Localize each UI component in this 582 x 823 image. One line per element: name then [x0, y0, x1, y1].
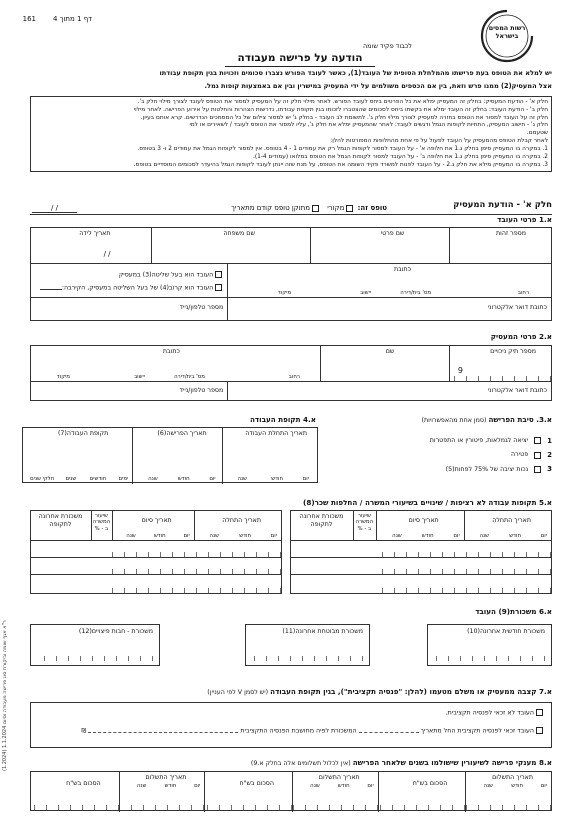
original-checkbox[interactable]: [346, 205, 353, 212]
a5l-start-day: יום: [270, 532, 277, 539]
a5r-end-label: תאריך סיום: [408, 517, 439, 524]
employer-street-label: רחוב: [288, 373, 300, 380]
pension-start-date-input[interactable]: [359, 732, 419, 733]
a5r-row-1[interactable]: [291, 541, 551, 558]
controlling-label: העובד הוא בעל שליטה(3) במעסיק: [118, 271, 214, 279]
a5r-row-3[interactable]: [291, 575, 551, 593]
pension-option-1[interactable]: [37, 709, 545, 717]
to-clerk: לכבוד פקיד שומה: [362, 42, 412, 50]
form-type: [231, 204, 387, 212]
work-period-box: [22, 427, 318, 483]
a8-amount-1[interactable]: [378, 772, 466, 812]
id-field[interactable]: [449, 228, 551, 263]
address-label: כתובת: [394, 266, 411, 273]
a8-amount-1-label: הסכום בש"ח: [412, 780, 448, 787]
id-label: מספר זהות: [496, 230, 526, 237]
a8-date-1[interactable]: [465, 772, 551, 812]
pension-no-label: העובד לא זכאי לפנסיה תקציבית.: [445, 709, 534, 717]
side-footer-text: ר"א אגף שומה וביקורת סוג פרישה מעבודה וסיום 1.1.2024 (1.2024): [2, 620, 8, 771]
pension-no-checkbox[interactable]: [536, 709, 543, 716]
a8-date-1-label: תאריך התשלום: [492, 774, 533, 781]
a8-d3-day: יום: [194, 783, 201, 789]
instr-part-c: חלק ג' - חישוב המעסיק, התחיות לקופות הגמל ודגשים לעובד: לאחר שהמעסיק ימלא את חלק ג', עליו למסור את הטופס לעובד / לשאירים או למי: [189, 122, 548, 129]
a5r-pct-label: שיעור המשרה ב - %: [355, 513, 374, 532]
start-date-field[interactable]: [222, 428, 317, 484]
address-field[interactable]: [227, 264, 551, 297]
a5r-start-day: יום: [540, 532, 547, 539]
a5r-end-year: שנה: [392, 532, 402, 539]
a5r-salary-label: משכורת אחרונה לתקופה: [299, 513, 344, 528]
a4-end-day: יום: [209, 475, 216, 482]
a8-date-3[interactable]: [119, 772, 205, 812]
first-name-field[interactable]: [310, 228, 449, 263]
a8-d1-month: חודש: [511, 783, 523, 789]
a8-d2-day: יום: [367, 783, 374, 789]
amended-label: מתוקן טופס קודם מתאריך: [231, 204, 310, 212]
street-label: רחוב: [517, 289, 529, 296]
sec-a8-note: (אין לכלול תשלומים אלה בחלק א.9): [250, 760, 351, 767]
start-date-label: תאריך התחלת העבודה: [245, 430, 307, 437]
form-type-label: טופס זה:: [357, 204, 387, 212]
reason-1-label: יציאה לגמלאות, פיטורין או התפטרות: [429, 437, 529, 445]
end-date-label: תאריך הפרישה(6): [157, 430, 207, 437]
instr-part-b: חלק ב' - הודעת העובד: בחלק זה העובד ימלא את בקשתו ביחס לסכומים שהצטברו לזכותו בגין תקופת עבודתו, נדרשות הצהרות והחלטות על אירוע הפרישה. לאחר מילוי: [133, 106, 548, 113]
instr-part-b-cont: חלק זה על העובד למסור את הטופס בחזרה למעסיק לצורך מילוי חלק ג'. לתשומת לב העובד - בחלק ג' יש למסור צילום של כל המסמכים הנדרשים. קרא אותם בעיון.: [140, 114, 548, 121]
reason-2-num: 2: [547, 451, 552, 460]
sec-a1-title: א.1 פרטי העובד: [497, 215, 552, 224]
instr-part-a: חלק א' - הודעת המעסיק: בחלק זה המעסיק ימלא את כל הפרטים ביחס לעובד הפורש. לאחר מילוי חלק זה על המעסיק למסור את הטופס לעובד לצורך מילוי חלק ב'.: [137, 99, 548, 105]
sec-a2-title: א.2 פרטי המעסיק: [490, 332, 552, 341]
a5l-end-day: יום: [183, 532, 190, 539]
period-field[interactable]: [23, 428, 132, 484]
a5l-row-3[interactable]: [31, 575, 281, 593]
a6-salary-row: [30, 624, 552, 666]
sec-a3-title: א.3. סיבת הפרישה: [488, 415, 552, 424]
employer-address-label: כתובת: [162, 348, 180, 355]
reason-disability[interactable]: [332, 465, 552, 473]
relation-input[interactable]: [40, 289, 62, 290]
reason-2-checkbox[interactable]: [534, 452, 541, 459]
a8-date-2-label: תאריך התשלום: [318, 774, 360, 781]
controlling-checkbox[interactable]: [215, 271, 222, 278]
form-title: הודעה על פרישה מעבודה: [237, 52, 363, 64]
period-label: תקופת העבודה(7): [57, 430, 109, 437]
pension-yes-checkbox[interactable]: [536, 727, 543, 734]
employer-phone-label: מספר טלפון/נייד: [179, 387, 224, 394]
employer-name-label: שם: [385, 348, 395, 355]
form-number: [23, 15, 36, 23]
a8-d3-month: חודש: [164, 783, 177, 789]
original-label: מקורי: [327, 204, 345, 212]
period-years: שנים: [65, 475, 77, 482]
reason-death[interactable]: [332, 451, 552, 459]
a4-start-year: שנה: [237, 475, 247, 482]
period-partial: חלקי שנים: [30, 475, 55, 482]
a5r-start-month: חודש: [509, 532, 521, 539]
last-monthly-salary-field[interactable]: [427, 624, 552, 666]
a8-d3-year: שנה: [136, 783, 147, 789]
a5l-row-2[interactable]: [31, 558, 281, 575]
instr-option-2: 2. במקרה בו המעסיק סימן בחלק ג.1 את חלופה ב' - על העובד למסור לקופות הגמל את הטופס במלואו (עמודים 1-4).: [253, 153, 548, 160]
first-name-label: שם פרטי: [380, 230, 405, 237]
a5l-start-label: תאריך התחלה: [222, 517, 261, 524]
installment-grants-table: [30, 771, 552, 811]
last-insured-label: משכורת מבוטחת אחרונה(11): [282, 628, 363, 635]
last-insured-salary-field[interactable]: [245, 624, 370, 666]
sec-a3: [332, 416, 552, 474]
employer-house-label: מס' בית/דירה: [174, 373, 205, 380]
employer-zip-label: מיקוד: [56, 373, 70, 380]
a5r-end-day: יום: [453, 532, 460, 539]
last-name-label: שם משפחה: [223, 230, 255, 237]
relative-checkbox[interactable]: [215, 284, 222, 291]
sec-a6-title: א.6 משכורת(9) העובד: [475, 607, 552, 616]
birth-date-field[interactable]: [31, 228, 151, 263]
pension-option-2[interactable]: [37, 727, 545, 735]
instr-part-c-cont: שטעמם.: [526, 130, 548, 137]
phone-field[interactable]: [31, 298, 227, 320]
pension-currency: ₪: [81, 727, 87, 735]
employer-email-label: כתובת דואר אלקטרוני: [487, 387, 547, 394]
a5l-pct-label: שיעור המשרה ב - %: [92, 513, 111, 532]
employer-address-field[interactable]: [31, 346, 320, 381]
part-a-rule: [30, 214, 552, 215]
end-date-field[interactable]: [132, 428, 221, 484]
sec-a7-header: [207, 688, 552, 697]
a5l-end-year: שנה: [126, 532, 136, 539]
employer-phone-field[interactable]: [31, 382, 227, 401]
email-field[interactable]: [227, 298, 551, 320]
amended-checkbox[interactable]: [312, 205, 319, 212]
period-months: חודשים: [89, 475, 107, 482]
house-no-label: מס' בית/דירה: [400, 289, 431, 296]
page-of: דף 1 מתוך 4: [53, 15, 92, 23]
sec-a8-header: [251, 759, 552, 768]
employer-name-field[interactable]: [320, 346, 450, 381]
reason-3-checkbox[interactable]: [534, 466, 541, 473]
controlling-options: [31, 264, 227, 297]
a8-d1-year: שנה: [483, 783, 493, 789]
birth-date-mark: / /: [103, 250, 111, 258]
pension-salary-label: המשכורת לפיה מחושבת הפנסיה התקציבית: [240, 727, 357, 735]
a8-date-3-label: תאריך התשלום: [145, 774, 187, 781]
a5-table-left: [30, 510, 282, 594]
a8-date-2[interactable]: [292, 772, 378, 812]
sec-a3-note: (סמן אחת מהאפשרויות): [421, 417, 487, 424]
a5r-row-2[interactable]: [291, 558, 551, 575]
title-underline: [225, 66, 375, 67]
a5r-end-month: חודש: [421, 532, 434, 539]
employer-details-box: [30, 345, 552, 401]
a5l-start-year: שנה: [209, 532, 219, 539]
a8-amount-2[interactable]: [204, 772, 292, 812]
a5r-start-year: שנה: [479, 532, 489, 539]
last-monthly-label: משכורת חודשית אחרונה(10): [467, 628, 545, 635]
sec-a4-title: א.4 תקופת העבודה: [249, 415, 316, 424]
a4-start-day: יום: [302, 475, 309, 482]
zip-label: מיקוד: [277, 289, 291, 296]
a4-end-month: חודש: [177, 475, 190, 482]
part-a-title: חלק א' - הודעת המעסיק: [453, 200, 552, 210]
relative-label: העובד הוא קרוב(4) של בעל השליטה במעסיק, הקירבה:: [61, 284, 214, 292]
form-no: 161: [22, 15, 36, 23]
reason-2-label: פטירה: [511, 451, 529, 459]
a5r-start-label: תאריך התחלה: [492, 517, 531, 524]
a5-table-right: [290, 510, 552, 594]
a5l-end-month: חודש: [153, 532, 166, 539]
phone-label: מספר טלפון/נייד: [179, 304, 224, 311]
a4-end-year: שנה: [148, 475, 158, 482]
pension-yes-label: העובד זכאי לפנסיה תקציבית החל מתאריך: [420, 727, 534, 735]
a5l-salary-label: משכורת אחרונה לתקופה: [38, 513, 83, 528]
file-no-prefix: 9: [457, 366, 463, 375]
a8-d1-day: יום: [540, 783, 547, 789]
reason-3-num: 3: [547, 465, 552, 474]
employer-email-field[interactable]: [227, 382, 551, 401]
reason-retire[interactable]: [332, 437, 552, 445]
file-no-label: מספר תיק ניכויים: [490, 348, 536, 355]
sec-a5-title: א.5 תקופות עבודה לא רציפות / שינויים בשיעורי המשרה / החלפות שכר(8): [303, 498, 552, 507]
reason-1-checkbox[interactable]: [534, 437, 541, 444]
a5-tables: [30, 510, 552, 594]
a8-d2-year: שנה: [310, 783, 320, 789]
instr-list-intro: לאחר קבלת הטופס מהמעסיק על העובד לפעול על פי אחת מהחלופות המפורטות להלן:: [330, 138, 548, 145]
a4-start-month: חודש: [271, 475, 283, 482]
a5l-end-label: תאריך סיום: [141, 517, 172, 524]
email-label: כתובת דואר אלקטרוני: [487, 304, 547, 311]
intro-line-1: יש למלא את הטופס בעת פרישתו מהמלחלת הסופית של העובד(1), כאשר לעובד הפורש נצברו סכומים וזכויות בגין תקופת עבודתו: [159, 69, 552, 77]
budget-pension-box: [30, 702, 552, 748]
logo-text: רשות המסים בישראל: [488, 25, 526, 40]
file-no-field[interactable]: [449, 346, 551, 381]
a8-d2-month: חודש: [337, 783, 350, 789]
employee-details-box: [30, 227, 552, 321]
instr-option-3: 3. במקרה בו המעסיק מילא את חלק ג.2 - על העובד לפנות למשרד פקיד השומה את הטופס, על מנת שזה יינתן לעובד לקופות הגמל בהיעדר לסכומים המוסדיים בטופס.: [133, 161, 548, 168]
sec-a7-note: (יש לסמן V לפי העניין): [207, 689, 269, 696]
reason-1-num: 1: [547, 436, 552, 445]
amended-date[interactable]: / /: [32, 204, 77, 213]
instructions-box: [30, 96, 552, 172]
city-label: יישוב: [360, 289, 371, 296]
comp-salary-label: משכורת - חבות פיצויים(12): [78, 628, 153, 635]
employer-city-label: יישוב: [134, 373, 145, 380]
birth-date-label: תאריך לידה: [79, 230, 111, 237]
a5l-start-month: חודש: [239, 532, 251, 539]
instr-option-1: 1. במקרה בו המעסיק סימן בחלק ג.1 את חלופה א' - על העובד למסור לקופות הגמל רק את עמודים 1 - 4 בטופס. אין למסור לקופות הגמל את עמודים 2 ו- 3 בטופס.: [137, 145, 548, 152]
compensation-salary-field[interactable]: [30, 624, 160, 666]
intro-line-2: אצל המעסיק(2) ממנו פרש וזאת, בין אם הכספים משולמים על ידי המעסיק במישרין ובין אם באמצעות קופות גמל.: [204, 82, 552, 90]
period-days: ימים: [118, 475, 129, 482]
sec-a7-title: א.7 קצבה ממעסיק או משלם מטעמו (להלן: "פנסיה תקציבית"), בגין תקופת העבודה: [270, 687, 552, 696]
sec-a8-title: א.8 מענקי פרישה לשיעורין שישולמו בשנים שלאחר הפרישה: [352, 758, 552, 767]
reason-3-label: נכות יציבה של 75% לפחות(5): [445, 465, 529, 473]
a5l-row-1[interactable]: [31, 541, 281, 558]
a8-amount-3-label: הסכום בש"ח: [66, 780, 101, 787]
a8-amount-3[interactable]: [31, 772, 119, 812]
pension-salary-input[interactable]: [88, 732, 238, 733]
tax-authority-logo: [480, 9, 534, 63]
last-name-field[interactable]: [151, 228, 310, 263]
a8-amount-2-label: הסכום בש"ח: [239, 780, 274, 787]
